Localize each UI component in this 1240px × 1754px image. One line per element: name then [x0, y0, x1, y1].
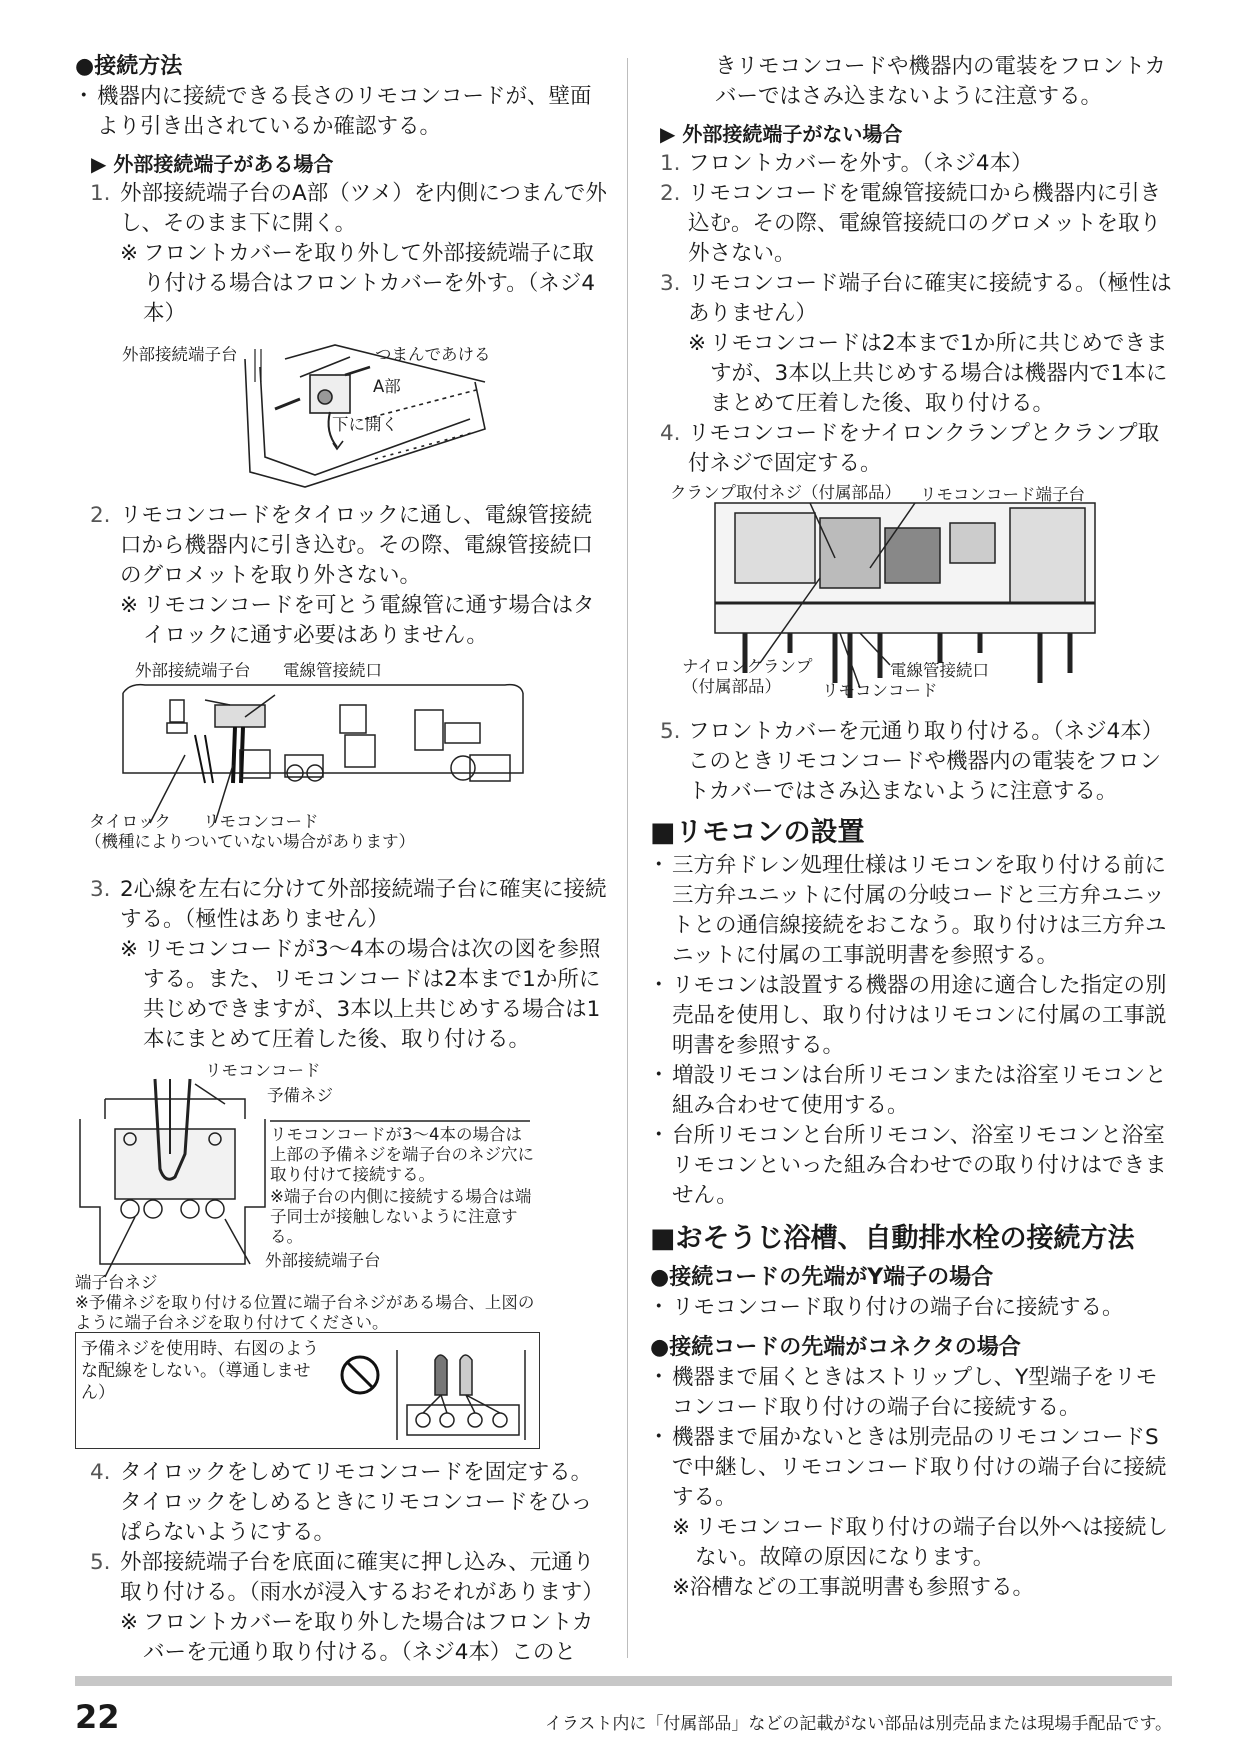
label-clamp-screw: クランプ取付ネジ（付属部品）	[670, 483, 901, 502]
label-external-terminal: 外部接続端子台	[122, 345, 238, 364]
label-fig2-terminal: 外部接続端子台	[135, 661, 251, 680]
footer-bar	[75, 1676, 1172, 1686]
fig3-description-note: ※端子台の内側に接続する場合は端子同士が接触しないように注意する。	[270, 1187, 532, 1246]
label-fig4-cord: リモコンコード	[822, 681, 938, 700]
right-step-1: 1. フロントカバーを外す。（ネジ4本）	[660, 151, 1033, 176]
step-1-note: ※ フロントカバーを取り外して外部接続端子に取り付ける場合はフロントカバーを外す。（ネジ4本）	[120, 241, 596, 326]
warning-text: 予備ネジを使用時、右図のような配線をしない。（導通しません）	[81, 1339, 319, 1403]
right-step-2: 2. リモコンコードを電線管接続口から機器内に引き込む。その際、電線管接続口のグロメットを取り外さない。	[660, 181, 1162, 266]
step-3: 3. 2心線を左右に分けて外部接続端子台に確実に接続する。（極性はありません）	[90, 877, 607, 932]
section-remote-install: ■リモコンの設置	[650, 817, 865, 848]
bullet-remote-4: ・ 台所リモコンと台所リモコン、浴室リモコンと浴室リモコンといった組み合わせでの取り付けはできません。	[650, 1121, 1175, 1211]
footer-note: イラスト内に「付属部品」などの記載がない部品は別売品または現場手配品です。	[544, 1714, 1172, 1734]
warning-box	[75, 1332, 608, 1452]
label-tielock: タイロック	[89, 812, 171, 831]
label-nylon-clamp: ナイロンクランプ	[682, 657, 813, 676]
right-step-5: 5. フロントカバーを元通り取り付ける。（ネジ4本）このときリモコンコードや機器内の電装をフロントカバーではさみ込まないように注意する。	[660, 719, 1164, 804]
left-column	[75, 52, 608, 1668]
label-a-part: A部	[373, 377, 401, 396]
heading-connect-method: ●接続方法	[75, 54, 183, 79]
right-step-3: 3. リモコンコード端子台に確実に接続する。（極性はありません）	[660, 271, 1172, 326]
fig3-description: リモコンコードが3～4本の場合は上部の予備ネジを端子台のネジ穴に取り付けて接続する。	[270, 1125, 534, 1184]
figure-conduit	[75, 655, 608, 855]
bullet-remote-2: ・ リモコンは設置する機器の用途に適合した指定の別売品を使用し、取り付けはリモコンに付属の工事説明書を参照する。	[650, 971, 1175, 1061]
bullet-cord-check: ・ 機器内に接続できる長さのリモコンコードが、壁面より引き出されているか確認する。	[75, 82, 608, 142]
bullet-connector-2: ・ 機器まで届かないときは別売品のリモコンコードSで中継し、リモコンコード取り付けの端子台に接続する。	[650, 1423, 1175, 1513]
page-number: 22	[75, 1698, 120, 1736]
label-fig2-conduit: 電線管接続口	[283, 661, 382, 680]
section-bath-connect: ■おそうじ浴槽、自動排水栓の接続方法	[650, 1223, 1135, 1254]
heading-y-terminal: ●接続コードの先端がY端子の場合	[650, 1265, 994, 1290]
bullet-remote-3: ・ 増設リモコンは台所リモコンまたは浴室リモコンと組み合わせて使用する。	[650, 1061, 1175, 1121]
caption-fig2: （機種によりついていない場合があります）	[85, 832, 415, 851]
label-fig2-cord: リモコンコード	[203, 812, 319, 831]
label-terminal-screw: 端子台ネジ	[75, 1273, 158, 1292]
bullet-connector-1: ・ 機器まで届くときはストリップし、Y型端子をリモコンコード取り付けの端子台に接続する。	[650, 1363, 1175, 1423]
subheading-with-terminal: ▶ 外部接続端子がある場合	[91, 152, 334, 176]
right-step-4: 4. リモコンコードをナイロンクランプとクランプ取付ネジで固定する。	[660, 421, 1160, 476]
right-column	[650, 52, 1175, 1603]
subheading-without-terminal: ▶ 外部接続端子がない場合	[660, 122, 903, 146]
right-step-3-note: ※ リモコンコードは2本まで1か所に共じめできますが、3本以上共じめする場合は機器内で1本にまとめて圧着した後、取り付ける。	[688, 331, 1168, 416]
heading-connector: ●接続コードの先端がコネクタの場合	[650, 1335, 1021, 1360]
step-2-note: ※ リモコンコードを可とう電線管に通す場合はタイロックに通す必要はありません。	[120, 593, 595, 648]
bullet-y-terminal: ・ リモコンコード取り付けの端子台に接続する。	[650, 1293, 1175, 1323]
column-divider	[627, 58, 628, 1658]
figure-terminal-block	[75, 1059, 608, 1332]
label-fig3-terminal: 外部接続端子台	[265, 1251, 381, 1270]
label-fig4-conduit: 電線管接続口	[890, 661, 989, 680]
label-cord-terminal: リモコンコード端子台	[920, 485, 1085, 504]
label-open-down: 下に開く	[332, 415, 398, 434]
step-5-note: ※ フロントカバーを取り外した場合はフロントカバーを元通り取り付ける。（ネジ4本）このと	[120, 1610, 594, 1665]
figure-terminal-open	[75, 337, 608, 497]
prohibited-wiring-illustration	[335, 1340, 535, 1445]
label-fig3-cord: リモコンコード	[205, 1061, 321, 1080]
continued-text: きリモコンコードや機器内の電装をフロントカバーではさみ込まないように注意する。	[715, 54, 1166, 109]
step-3-note: ※ リモコンコードが3～4本の場合は次の図を参照する。また、リモコンコードは2本まで1か所に共じめできますが、3本以上共じめする場合は1本にまとめて圧着した後、取り付ける。	[120, 937, 601, 1052]
prohibited-icon	[342, 1357, 378, 1393]
figure-unit-interior	[650, 483, 1175, 715]
step-2: 2. リモコンコードをタイロックに通し、電線管接続口から機器内に引き込む。その際、電線管接続口のグロメットを取り外さない。	[90, 503, 594, 588]
step-1: 1. 外部接続端子台のA部（ツメ）を内側につまんで外し、そのまま下に開く。	[90, 181, 607, 236]
step-4: 4. タイロックをしめてリモコンコードを固定する。タイロックをしめるときにリモコンコードをひっぱらないようにする。	[90, 1460, 593, 1545]
label-nylon-clamp-accessory: （付属部品）	[682, 677, 781, 696]
bullet-remote-1: ・ 三方弁ドレン処理仕様はリモコンを取り付ける前に三方弁ユニットに付属の分岐コードと三方弁ユニットとの通信線接続をおこなう。取り付けは三方弁ユニットに付属の工事説明書を参照する。	[650, 851, 1175, 971]
label-spare-screw: 予備ネジ	[267, 1086, 333, 1105]
caption-fig3: ※予備ネジを取り付ける位置に端子台ネジがある場合、上図のように端子台ネジを取り付けてください。	[75, 1293, 535, 1332]
bath-manual-note: ※浴槽などの工事説明書も参照する。	[672, 1575, 1035, 1600]
connector-note: ※ リモコンコード取り付けの端子台以外へは接続しない。故障の原因になります。	[672, 1515, 1169, 1570]
step-5: 5. 外部接続端子台を底面に確実に押し込み、元通り取り付ける。（雨水が浸入するおそれがあります）	[90, 1550, 604, 1605]
label-pinch-open: つまんであける	[375, 345, 491, 364]
